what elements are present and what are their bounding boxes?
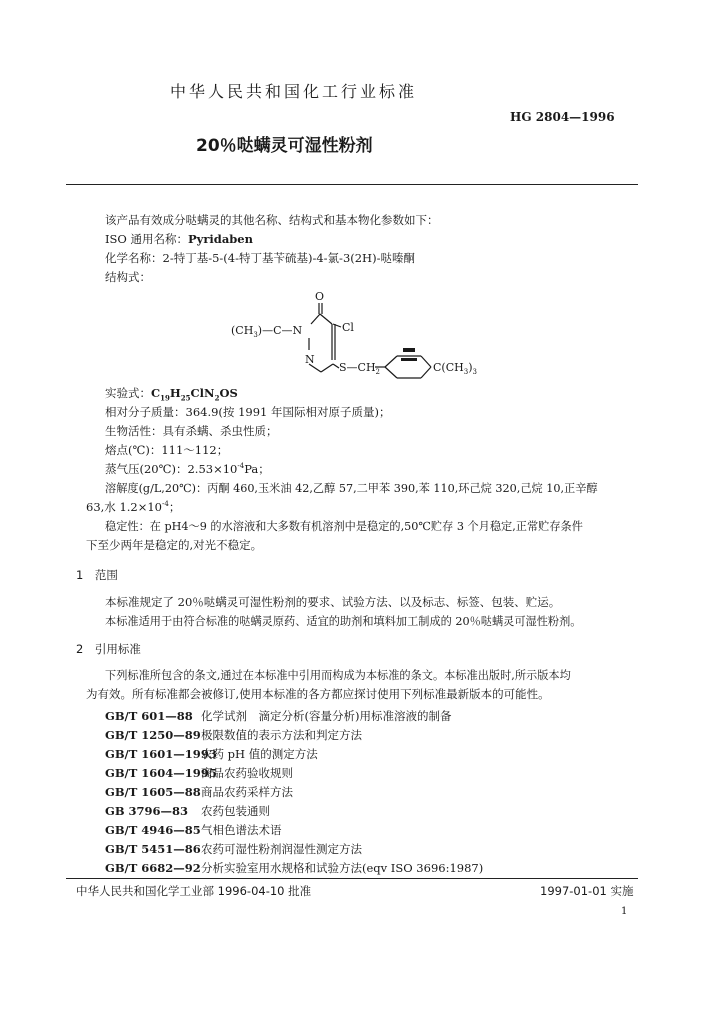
vp-exponent: -4 [237,462,245,471]
formula-cln: ClN [190,386,215,400]
structural-formula [225,286,495,381]
reference-code: GB 3796—83 [105,804,189,818]
section-1-para-2: 本标准适用于由符合标准的哒螨灵原药、适宜的助剂和填料加工制成的 20％哒螨灵可湿性粉剂。 [105,615,582,628]
formula-os: OS [219,386,238,400]
vapor-pressure [105,461,270,477]
reference-title: 商品农药采样方法 [201,785,293,799]
melting-point: 熔点(℃)：111～112； [105,443,229,457]
solubility-line-2 [86,499,180,515]
iso-value: Pyridaben [188,232,253,246]
reference-code: GB/T 1605—88 [105,785,201,799]
header-rule [66,184,638,185]
structure-label: 结构式： [105,270,151,284]
iso-label: ISO 通用名称： [105,232,189,246]
chlorine-atom: Cl [342,321,354,334]
reference-title: 极限数值的表示方法和判定方法 [201,728,362,742]
reference-code: GB/T 1250—89 [105,728,201,742]
document-title: 20％哒螨灵可湿性粉剂 [196,136,373,156]
oxygen-atom: O [315,290,325,303]
nitrogen-atom: N [305,353,315,366]
implementation-date: 1997-01-01 实施 [540,884,634,898]
reference-title: 商品农药验收规则 [201,766,293,780]
formula-h: H [169,386,181,400]
chem-name-line [105,250,415,266]
reference-title: 化学试剂 滴定分析(容量分析)用标准溶液的制备 [201,709,452,723]
ring-bond-bar [403,348,415,352]
vp-text: 蒸气压(20℃)：2.53×10 [105,462,238,476]
section-2-heading: 2 引用标准 [76,642,141,656]
reference-item [105,765,293,781]
reference-code: GB/T 1601—1993 [105,747,217,761]
reference-item [105,841,362,857]
standard-number: HG 2804—1996 [510,110,615,124]
molecular-weight: 相对分子质量：364.9(按 1991 年国际相对原子质量)； [105,405,391,419]
reference-title: 农药包装通则 [201,804,270,818]
sol-end: ； [168,500,181,514]
section-1-heading: 1 范围 [76,568,118,582]
approval-line: 中华人民共和国化学工业部 1996-04-10 批准 [76,884,312,898]
section-2-para-line-1: 下列标准所包含的条文,通过在本标准中引用而构成为本标准的条文。本标准出版时,所示版本均 [105,669,571,682]
reference-item [105,860,483,876]
reference-item [105,803,270,819]
empirical-formula-line [105,385,238,401]
section-1-para-1: 本标准规定了 20％哒螨灵可湿性粉剂的要求、试验方法、以及标志、标签、包装、贮运。 [105,595,561,609]
stability-line-1: 稳定性：在 pH4～9 的水溶液和大多数有机溶剂中是稳定的,50℃贮存 3 个月稳定,正常贮存条件 [105,520,583,533]
thio-methylene: $S—CH_2$ [339,361,381,376]
section-2-para-line-2: 为有效。所有标准都会被修订,使用本标准的各方都应探讨使用下列标准最新版本的可能性。 [86,687,550,701]
reference-item [105,746,318,762]
org-title: 中华人民共和国化工行业标准 [170,82,418,101]
tert-butyl-right: $C(CH_3)_3$ [433,361,477,376]
reference-item [105,727,362,743]
formula-c-count: 19 [160,393,170,403]
sol-text: 63,水 1.2×10 [86,500,163,514]
reference-code: GB/T 5451—86 [105,842,201,856]
solubility-line-1: 溶解度(g/L,20℃)：丙酮 460,玉米油 42,乙醇 57,二甲苯 390,苯 110,环己烷 320,己烷 10,正辛醇 [105,482,598,495]
iso-name-line [105,231,253,247]
sol-exponent: -4 [162,500,169,509]
vp-unit: Pa； [244,462,270,476]
formula-n-count: 2 [214,393,220,403]
formula-h-count: 25 [180,393,191,403]
chem-label: 化学名称： [105,251,163,265]
reference-code: GB/T 1604—1995 [105,766,217,780]
formula-label: 实验式： [105,386,151,400]
reference-title: 气相色谱法术语 [201,823,282,837]
reference-item [105,822,282,838]
reference-title: 农药可湿性粉剂润湿性测定方法 [201,842,362,856]
reference-title: 分析实验室用水规格和试验方法(eqv ISO 3696:1987) [201,861,484,875]
reference-item [105,708,451,724]
reference-item [105,784,293,800]
intro-line: 该产品有效成分哒螨灵的其他名称、结构式和基本物化参数如下： [105,213,439,227]
chem-value: 2-特丁基-5-(4-特丁基苄硫基)-4-氯-3(2H)-哒嗪酮 [162,251,415,265]
tert-butyl-left: $(CH_3)—C—N$ [231,324,303,339]
footer-rule [66,878,638,879]
stability-line-2: 下至少两年是稳定的,对光不稳定。 [86,538,263,552]
formula-c: C [151,386,161,400]
ring-bond-bar [401,358,417,361]
reference-code: GB/T 4946—85 [105,823,201,837]
bio-activity: 生物活性：具有杀螨、杀虫性质； [105,424,278,438]
reference-title: 农药 pH 值的测定方法 [201,747,318,761]
reference-code: GB/T 601—88 [105,709,193,723]
reference-code: GB/T 6682—92 [105,861,201,875]
page-number: 1 [621,906,628,917]
